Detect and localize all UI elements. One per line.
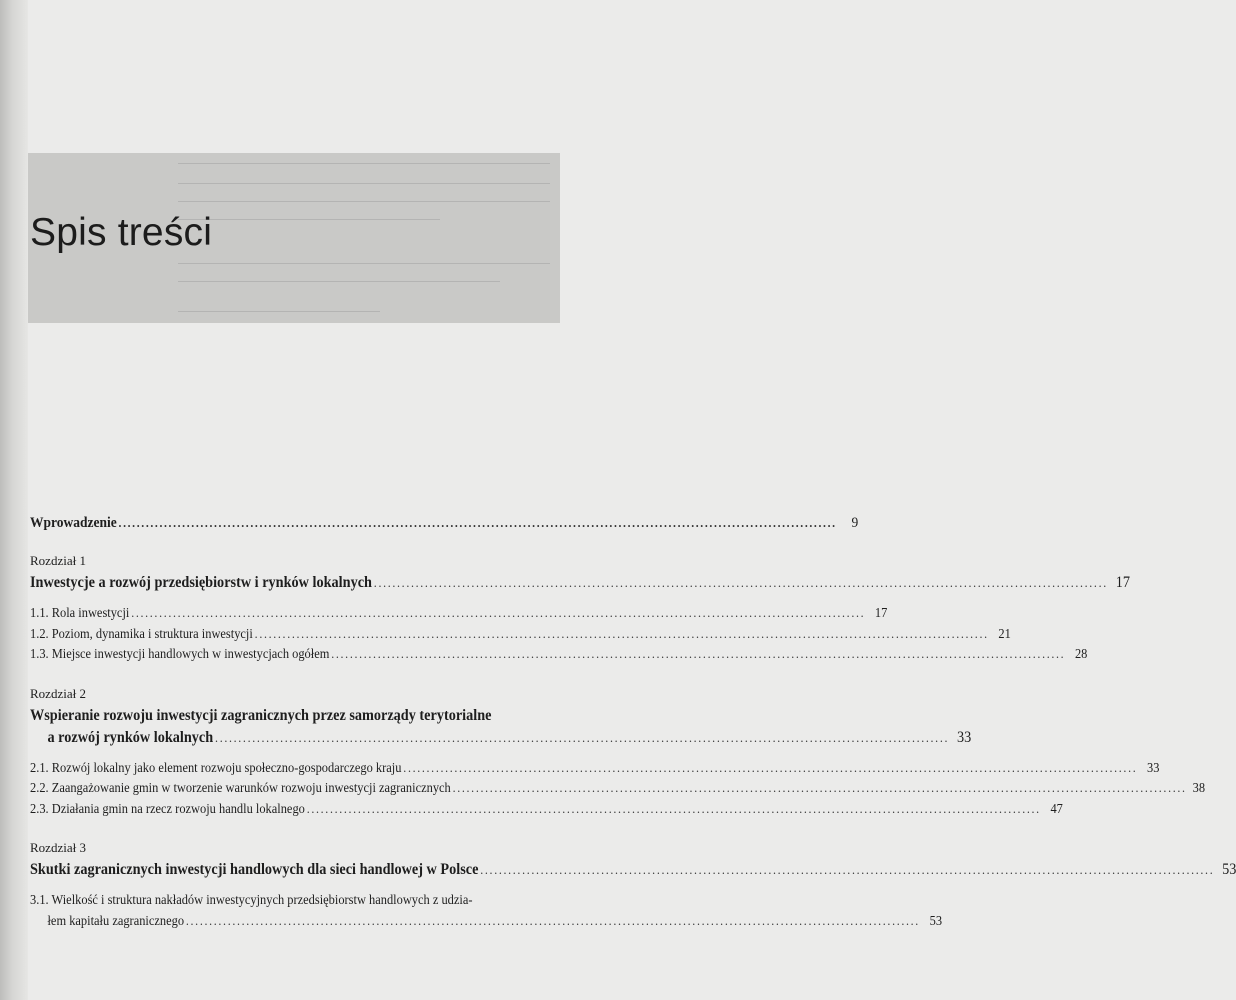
section-label: 1.3. Miejsce inwestycji handlowych w inwestycjach ogółem bbox=[30, 646, 330, 661]
section-label: 1.2. Poziom, dynamika i struktura inwestycji bbox=[30, 625, 253, 641]
page-number: 53 bbox=[929, 912, 943, 928]
table-of-contents bbox=[30, 515, 1236, 931]
dot-leader: .............................................................................................................................................................. bbox=[215, 729, 950, 745]
dot-leader: .............................................................................................................................................................. bbox=[185, 912, 920, 928]
chapter-number: Rozdział 1 bbox=[30, 553, 86, 568]
chapter-number: Rozdział 3 bbox=[30, 840, 86, 855]
page-number: 33 bbox=[1147, 759, 1160, 775]
chapter-title[interactable] bbox=[30, 859, 1236, 881]
chapter-1 bbox=[30, 553, 1130, 665]
dot-leader: .............................................................................................................................................................. bbox=[480, 862, 1215, 877]
dot-leader: .............................................................................................................................................................. bbox=[403, 759, 1138, 775]
dot-leader: .............................................................................................................................................................. bbox=[131, 605, 866, 620]
section-label: 2.1. Rozwój lokalny jako element rozwoju społeczno-gospodarczego kraju bbox=[30, 759, 402, 775]
chapter-title[interactable] bbox=[30, 705, 972, 749]
section-label-cont: łem kapitału zagranicznego bbox=[47, 912, 185, 928]
chapter-title-text: Skutki zagranicznych inwestycji handlowych dla sieci handlowej w Polsce bbox=[30, 861, 479, 878]
section-label: 2.3. Działania gmin na rzecz rozwoju handlu lokalnego bbox=[30, 800, 305, 816]
page-number: 28 bbox=[1074, 646, 1088, 661]
chapter-3 bbox=[30, 840, 1236, 931]
page-number: 38 bbox=[1192, 780, 1206, 795]
section-label: 2.2. Zaangażowanie gmin w tworzenie warunków rozwoju inwestycji zagranicznych bbox=[30, 780, 451, 795]
section-label: 3.1. Wielkość i struktura nakładów inwestycyjnych przedsiębiorstw handlowych z udzia- bbox=[30, 892, 473, 907]
page-number: 47 bbox=[1050, 800, 1063, 816]
dot-leader: .............................................................................................................................................................. bbox=[452, 780, 1187, 795]
toc-section-entry[interactable] bbox=[30, 778, 1206, 799]
entry-label: Wprowadzenie bbox=[30, 515, 117, 531]
chapter-number: Rozdział 2 bbox=[30, 685, 86, 701]
toc-section-entry[interactable] bbox=[30, 603, 888, 624]
page-title: Spis treści bbox=[30, 211, 213, 254]
chapter-2 bbox=[30, 685, 1206, 820]
page-number: 17 bbox=[874, 605, 888, 620]
page-number: 33 bbox=[956, 728, 972, 746]
page-number: 17 bbox=[1115, 574, 1130, 591]
dot-leader: .............................................................................................................................................................. bbox=[331, 646, 1066, 661]
toc-section-entry[interactable] bbox=[30, 624, 1011, 645]
toc-entry-introduction[interactable] bbox=[30, 515, 859, 532]
page-gutter-shadow bbox=[0, 0, 28, 1000]
section-label: 1.1. Rola inwestycji bbox=[30, 605, 130, 620]
dot-leader: .............................................................................................................................................................. bbox=[373, 575, 1108, 590]
chapter-title-text: Inwestycje a rozwój przedsiębiorstw i rynków lokalnych bbox=[30, 574, 372, 591]
chapter-title-text-cont: a rozwój rynków lokalnych bbox=[47, 728, 214, 746]
page-number: 21 bbox=[998, 625, 1011, 641]
dot-leader: .............................................................................................................................................................. bbox=[306, 800, 1041, 816]
toc-section-entry[interactable] bbox=[30, 799, 1063, 820]
toc-section-entry[interactable] bbox=[30, 890, 943, 931]
page-number: 9 bbox=[851, 515, 859, 531]
toc-section-entry[interactable] bbox=[30, 644, 1088, 665]
dot-leader: .............................................................................................................................................................. bbox=[118, 515, 837, 530]
chapter-title-text: Wspieranie rozwoju inwestycji zagranicznych przez samorządy terytorialne bbox=[30, 706, 492, 724]
chapter-title[interactable] bbox=[30, 572, 1130, 594]
toc-section-entry[interactable] bbox=[30, 758, 1160, 779]
dot-leader: .............................................................................................................................................................. bbox=[254, 625, 989, 641]
page-number: 53 bbox=[1222, 861, 1236, 878]
